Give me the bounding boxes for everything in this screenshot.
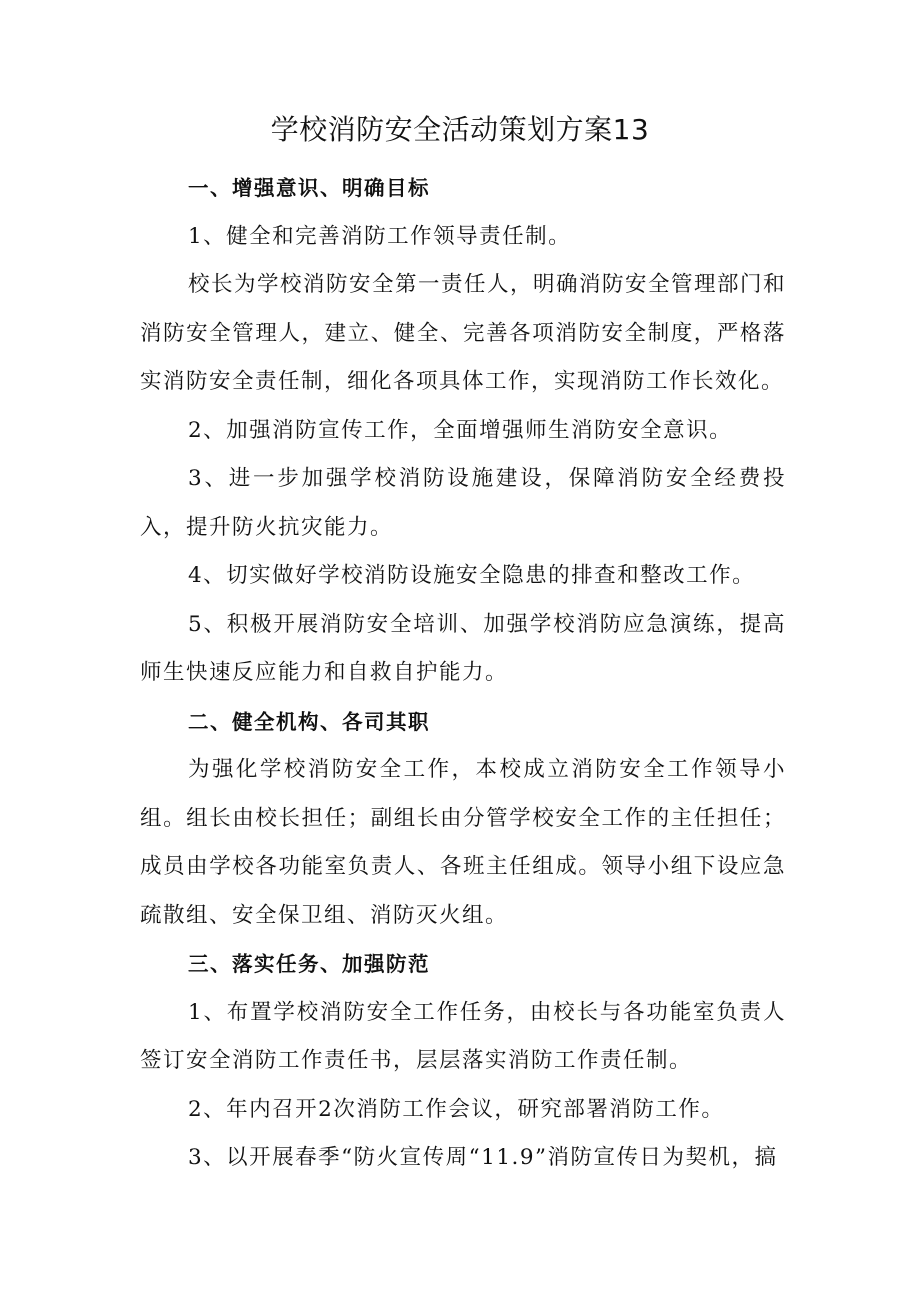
paragraph: 3、进一步加强学校消防设施建设，保障消防安全经费投入，提升防火抗灾能力。 [140,466,786,540]
paragraph: 为强化学校消防安全工作，本校成立消防安全工作领导小组。组长由校长担任；副组长由分管学校安全工作的主任担任；成员由学校各功能室负责人、各班主任组成。领导小组下设应急疏散组、安全保卫组、消防灭火组。 [140,757,786,928]
paragraph: 2、加强消防宣传工作，全面增强师生消防安全意识。 [188,417,733,443]
section-heading-1: 一、增强意识、明确目标 [188,176,430,200]
document-title: 学校消防安全活动策划方案13 [270,113,650,146]
paragraph: 1、健全和完善消防工作领导责任制。 [188,223,572,249]
document-body [140,164,786,1183]
section-heading-3: 三、落实任务、加强防范 [188,952,430,976]
paragraph: 3、以开展春季“防火宣传周“11.9”消防宣传日为契机，搞 [188,1145,778,1170]
paragraph: 1、布置学校消防安全工作任务，由校长与各功能室负责人签订安全消防工作责任书，层层落实消防工作责任制。 [140,999,786,1073]
paragraph: 2、年内召开2次消防工作会议，研究部署消防工作。 [188,1096,725,1122]
paragraph: 5、积极开展消防安全培训、加强学校消防应急演练，提高师生快速反应能力和自救自护能力。 [140,611,786,685]
paragraph: 校长为学校消防安全第一责任人，明确消防安全管理部门和消防安全管理人，建立、健全、完善各项消防安全制度，严格落实消防安全责任制，细化各项具体工作，实现消防工作长效化。 [140,272,787,394]
section-heading-2: 二、健全机构、各司其职 [188,709,430,734]
paragraph: 4、切实做好学校消防设施安全隐患的排查和整改工作。 [188,563,756,588]
